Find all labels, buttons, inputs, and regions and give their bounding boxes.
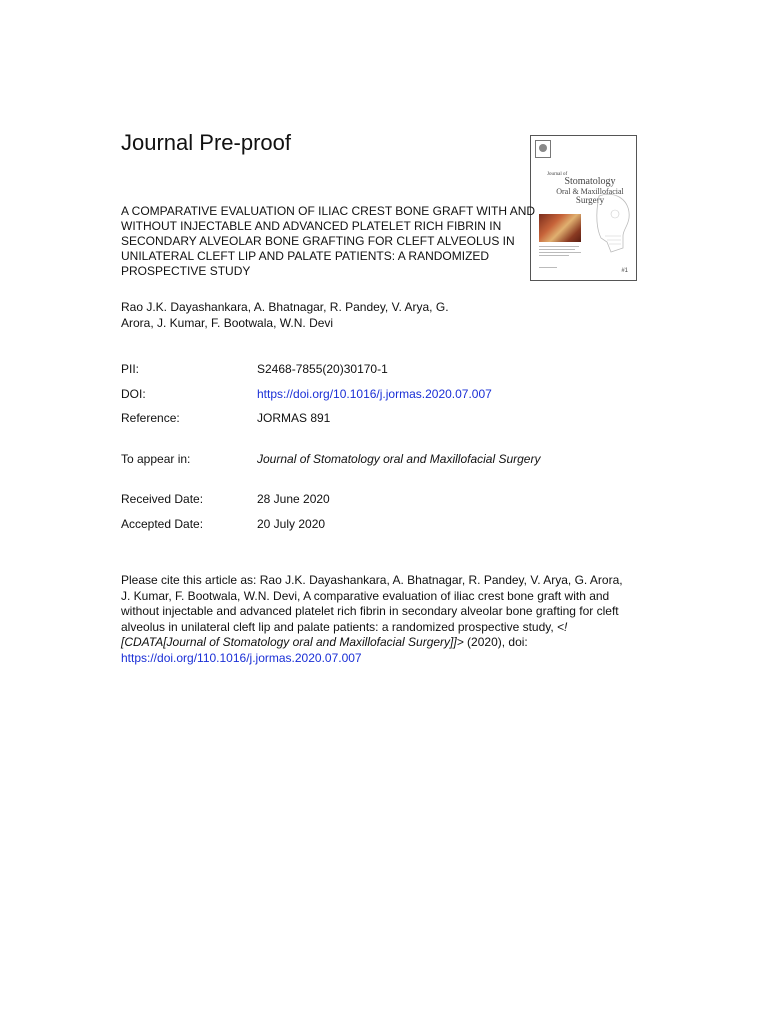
pii-label: PII: (121, 362, 140, 376)
cover-title-line3: Surgery (575, 195, 605, 206)
citation-doi-link[interactable]: https://doi.org/110.1016/j.jormas.2020.07.007 (121, 650, 362, 665)
publisher-logo-icon (535, 140, 551, 158)
cover-photo (539, 214, 581, 242)
page-header-title: Journal Pre-proof (121, 130, 291, 155)
received-date-value: 28 June 2020 (257, 492, 330, 506)
journal-cover-image (530, 135, 637, 281)
article-authors: Rao J.K. Dayashankara, A. Bhatnagar, R. Pandey, V. Arya, G. Arora, J. Kumar, F. Bootwala, W.N. Devi (121, 300, 449, 330)
accepted-date-value: 20 July 2020 (257, 517, 326, 531)
citation-paragraph (121, 573, 631, 667)
citation-journal-italic: <![CDATA[Journal of Stomatology oral and Maxillofacial Surgery]]> (121, 619, 568, 650)
reference-label: Reference: (121, 411, 180, 425)
doi-link[interactable]: https://doi.org/10.1016/j.jormas.2020.07.007 (257, 387, 492, 401)
cover-title-line1: Stomatology (564, 176, 616, 188)
citation-text: Please cite this article as: Rao J.K. Dayashankara, A. Bhatnagar, R. Pandey, V. Arya, G. Arora, J. Kumar, F. Bootwala, W.N. Devi, A comparative evaluation of iliac crest bone graft with and without injectable and advanced platelet rich fibrin in secondary alveolar bone grafting for cleft alveolus in unilateral cleft lip and palate patients: a randomized prospective study, (121, 573, 623, 634)
cover-volume: #1 (621, 268, 628, 274)
pii-value: S2468-7855(20)30170-1 (257, 362, 388, 376)
received-date-label: Received Date: (121, 492, 204, 506)
article-title: A COMPARATIVE EVALUATION OF ILIAC CREST BONE GRAFT WITH AND WITHOUT INJECTABLE AND ADVANCED PLATELET RICH FIBRIN IN SECONDARY ALVEOLAR BONE GRAFTING FOR CLEFT ALVEOLUS IN UNILATERAL CLEFT LIP AND PALATE PATIENTS: A RANDOMIZED PROSPECTIVE STUDY (121, 204, 536, 278)
skull-illustration-icon (593, 192, 633, 256)
reference-value: JORMAS 891 (257, 411, 331, 425)
appear-in-label: To appear in: (121, 452, 191, 466)
citation-year-doi: (2020), doi: (463, 635, 528, 650)
accepted-date-label: Accepted Date: (121, 517, 204, 531)
appear-in-value: Journal of Stomatology oral and Maxillofacial Surgery (257, 452, 541, 466)
cover-small-text: Journal of (547, 172, 568, 177)
doi-label: DOI: (121, 387, 146, 401)
cover-title-line2: Oral & Maxillofacial (556, 186, 624, 196)
